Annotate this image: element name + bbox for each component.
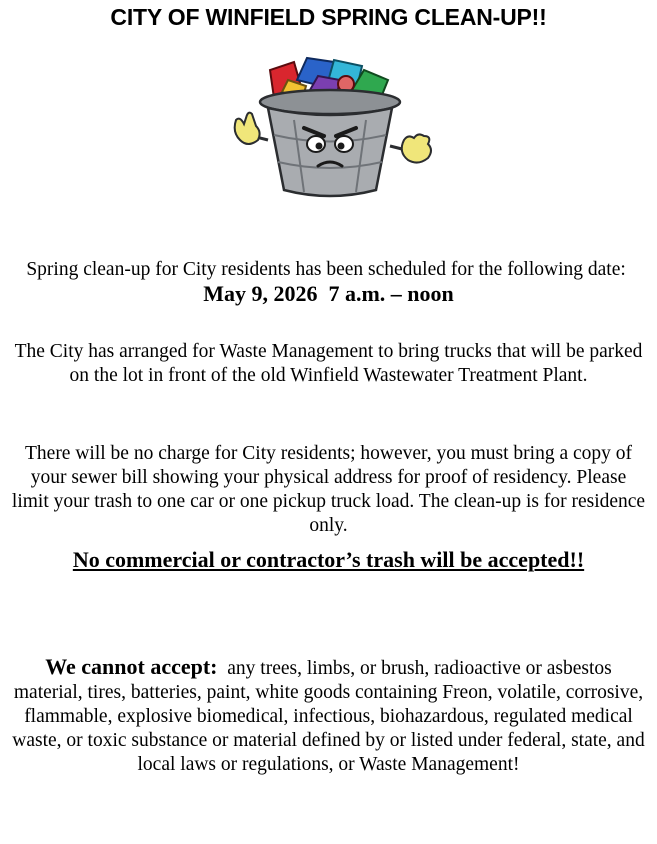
angry-trash-can-icon <box>222 40 442 205</box>
restrictions-lead: We cannot accept: <box>45 654 218 679</box>
residency-paragraph: There will be no charge for City residents; however, you must bring a copy of your sewer bill showing your physical address for proof of residency. Please limit your trash to one car or one pickup truck load. The clean-up is for residence only. <box>11 443 646 536</box>
restrictions-text: any trees, limbs, or brush, radioactive or asbestos material, tires, batteries, paint, white goods containing Freon, volatile, corrosive, flammable, explosive biomedical, infectious, biohazardous, regulated medical waste, or toxic substance or material defined by or listed under federal, state, and local laws or regulations, or Waste Management! <box>12 658 645 775</box>
restrictions-paragraph <box>10 655 647 777</box>
schedule-intro: Spring clean-up for City residents has been scheduled for the following date: <box>26 259 626 280</box>
can-body <box>268 108 392 196</box>
commercial-warning: No commercial or contractor’s trash will be accepted!! <box>72 547 585 572</box>
right-glove <box>390 134 431 162</box>
trucks-paragraph: The City has arranged for Waste Management to bring trucks that will be parked on the lot in front of the old Winfield Wastewater Treatment Plant. <box>14 341 643 386</box>
schedule-paragraph <box>10 258 647 308</box>
page-title: CITY OF WINFIELD SPRING CLEAN-UP!! <box>110 4 547 30</box>
event-date-time: May 9, 2026 7 a.m. – noon <box>203 281 454 306</box>
left-glove <box>235 113 268 144</box>
